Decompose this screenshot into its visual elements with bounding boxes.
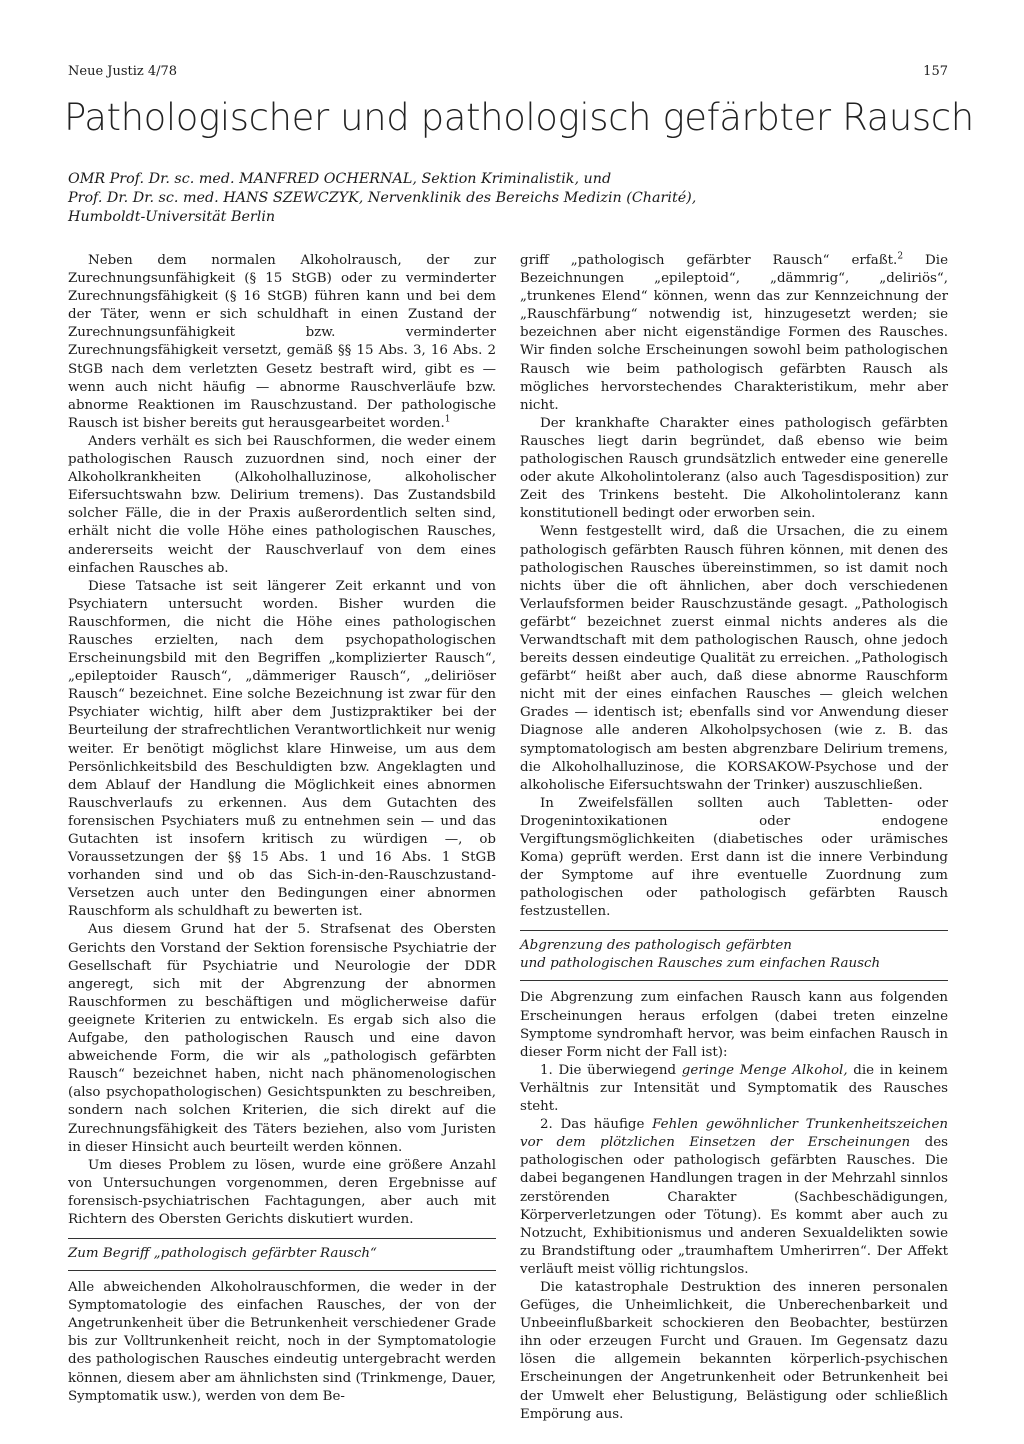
page-header bbox=[68, 64, 948, 84]
paragraph bbox=[68, 252, 496, 433]
section-heading-line: und pathologischen Rausches zum einfachen Rausch bbox=[520, 956, 881, 972]
paragraph: Diese Tatsache ist seit längerer Zeit erkannt und von Psychiatern untersucht worden. Bisher wurden die Rauschformen, die nicht die Höhe eines pathologischen Rausches erzielten, nach dem psychopathologischen Erscheinungsbild mit den Begriffen „komplizierter Rausch“, „epileptoider Rausch“, „dämmeriger Rausch“, „deliriöser Rausch“ bezeichnet. Eine solche Bezeichnung ist zwar für den Psychiater wichtig, hilft aber dem Justizpraktiker bei der Beurteilung der strafrechtlichen Verantwortlichkeit nur wenig weiter. Er benötigt möglichst klare Hinweise, um aus dem Persönlichkeitsbild des Beschuldigten bzw. Angeklagten und dem Ablauf der Handlung die Möglichkeit eines abnormen Rauschverlaufs zu erkennen. Aus dem Gutachten des forensischen Psychiaters muß zu entnehmen sein — und das Gutachten ist insofern kritisch zu würdigen —, ob Voraussetzungen der §§ 15 Abs. 1 und 16 Abs. 1 StGB vorhanden sind und ob das Sich-in-den-Rauschzustand-Versetzen auch unter den Bedingungen einer abnormen Rauschform als schuldhaft zu bewerten ist. bbox=[68, 578, 496, 920]
paragraph: Wenn festgestellt wird, daß die Ursachen, die zu einem pathologisch gefärbten Rausch führen können, mit denen des pathologischen Rausches übereinstimmen, so ist damit noch nichts über die oft ähnlichen, aber doch verschiedenen Verlaufsformen beider Rauschzustände gesagt. „Pathologisch gefärbt“ bezeichnet zuerst einmal nichts anderes als die Verwandtschaft mit dem pathologischen Rausch, ohne jedoch bereits dessen eindeutige Qualität zu erreichen. „Pathologisch gefärbt“ heißt aber auch, daß diese abnorme Rauschform nicht mit der eines einfachen Rausches — gleich welchen Grades — identisch ist; ebenfalls sind vor Anwendung dieser Diagnose alle anderen Alkoholpsychosen (wie z. B. das symptomatologisch am besten abgrenzbare Delirium tremens, die Alkoholhalluzinose, die KORSAKOW-Psychose und der alkoholische Eifersuchtswahn der Trinker) auszuschließen. bbox=[520, 524, 948, 793]
paragraph: Anders verhält es sich bei Rauschformen, die weder einem pathologischen Rausch zuzuordnen sind, noch einer der Alkoholkrankheiten (Alkoholhalluzinose, alkoholischer Eifersuchtswahn bzw. Delirium tremens). Das Zustandsbild solcher Fälle, die in der Praxis außerordentlich selten sind, erhält nicht die volle Höhe eines pathologischen Rausches, andererseits weicht der Rauschverlauf von dem eines einfachen Rausches ab. bbox=[68, 433, 496, 576]
paragraph: Aus diesem Grund hat der 5. Strafsenat des Obersten Gerichts den Vorstand der Sektion forensische Psychiatrie der Gesellschaft für Psychiatrie und Neurologie der DDR angeregt, sich mit der Abgrenzung der abnormen Rauschformen zu beschäftigen und möglicherweise dafür geeignete Kriterien zu entwickeln. Es ergab sich also die Aufgabe, den pathologischen Rausch und eine davon abweichende Form, die wir als „pathologisch gefärbten Rausch“ bezeichnet haben, nicht nach phänomenologischen (also psychopathologischen) Gesichtspunkten zu beschreiben, sondern nach solchen Kriterien, die sich direkt auf die Zurechnungsfähigkeit des Täters beziehen, also vom Juristen in dieser Hinsicht auch beurteilt werden können. bbox=[68, 922, 496, 1155]
page-number: 157 bbox=[923, 64, 948, 79]
paragraph bbox=[520, 252, 948, 415]
list-item bbox=[520, 1062, 948, 1116]
paragraph: Um dieses Problem zu lösen, wurde eine größere Anzahl von Untersuchungen vorgenommen, deren Ergebnisse auf forensisch-psychiatrischen Fachtagungen, aber auch mit Richtern des Obersten Gerichts diskutiert wurden. bbox=[68, 1157, 496, 1227]
left-column bbox=[68, 252, 496, 1406]
paragraph: In Zweifelsfällen sollten auch Tabletten- oder Drogenintoxikationen oder endogene Vergiftungsmöglichkeiten (diabetisches oder urämisches Koma) geprüft werden. Erst dann ist die innere Verbindung der Symptome auf ihre eventuelle Zuordnung zum pathologischen oder pathologisch gefärbten Rausch festzustellen. bbox=[520, 795, 948, 920]
list-item-text: des pathologischen oder pathologisch gefärbten Rausches. Die dabei begangenen Handlungen tragen in der Mehrzahl sinnlos zerstörenden Charakter (Sachbeschädigungen, Körperverletzungen oder Tötung). Es kommt aber auch zu Notzucht, Exhibitionismus und anderen Sexualdelikten sowie zu Brandstiftung oder „traumhaftem Umherirren“. Der Affekt verläuft meist völlig richtungslos. bbox=[520, 1135, 949, 1277]
list-item-text: 1. Die überwiegend bbox=[540, 1062, 682, 1078]
author-block bbox=[68, 170, 948, 227]
footnote-ref: 1 bbox=[444, 414, 451, 425]
paragraph: Der krankhafte Charakter eines pathologisch gefärbten Rausches liegt darin begründet, daß ebenso wie beim pathologischen Rausch grundsätzlich entweder eine generelle oder akute Alkoholintoleranz (also auch Tagesdisposition) zur Zeit des Trinkens besteht. Die Alkoholintoleranz kann konstitutionell bedingt oder erworben sein. bbox=[520, 415, 948, 522]
list-item bbox=[520, 1116, 948, 1279]
right-column bbox=[520, 252, 948, 1424]
section-heading-text: Zum Begriff „pathologisch gefärbter Rausch“ bbox=[68, 1246, 377, 1262]
author-line: OMR Prof. Dr. sc. med. MANFRED OCHERNAL, Sektion Kriminalistik, und bbox=[68, 171, 612, 187]
section-heading bbox=[68, 1238, 496, 1271]
list-item-text: die in keinem Verhältnis zur Intensität und Symptomatik des Rausches steht. bbox=[520, 1062, 948, 1115]
paragraph-text: griff „pathologisch gefärbter Rausch“ erfaßt. bbox=[520, 253, 898, 268]
paragraph: Alle abweichenden Alkoholrauschformen, die weder in der Symptomatologie des einfachen Rausches, der von der Angetrunkenheit über die Betrunkenheit verschiedener Grade bis zur Volltrunkenheit reicht, noch in der Symptomatologie des pathologischen Rausches eindeutig untergebracht werden können, diesem aber am ähnlichsten sind (Trinkmenge, Dauer, Symptomatik usw.), werden von dem Be- bbox=[68, 1280, 496, 1404]
section-heading-line: Abgrenzung des pathologisch gefärbten bbox=[520, 938, 792, 954]
paragraph-text: Neben dem normalen Alkoholrausch, der zur Zurechnungsunfähigkeit (§ 15 StGB) oder zu verminderter Zurechnungsfähigkeit (§ 16 StGB) führen kann und bei dem der Täter, wenn er sich schuldhaft in einen Zustand der Zurechnungsunfähigkeit bzw. verminderter Zurechnungsfähigkeit versetzt, gemäß §§ 15 Abs. 3, 16 Abs. 2 StGB nach dem verletzten Gesetz bestraft wird, gibt es — wenn auch nicht häufig — abnorme Rauschverläufe bzw. abnorme Reaktionen im Rauschzustand. Der pathologische Rausch ist bisher bereits gut herausgearbeitet worden. bbox=[68, 253, 496, 431]
journal-issue: Neue Justiz 4/78 bbox=[68, 64, 178, 79]
author-line: Humboldt-Universität Berlin bbox=[68, 209, 276, 225]
paragraph-text: Die Bezeichnungen „epileptoid“, „dämmrig“, „deliriös“, „trunkenes Elend“ können, wenn das zur Kennzeichnung der „Rauschfärbung“ notwendig ist, hinzugesetzt werden; sie bezeichnen aber nicht eigenständige Formen des Rausches. Wir finden solche Erscheinungen sowohl beim pathologischen Rausch wie beim pathologisch gefärbten Rausch als mögliches hervorstechendes Charakteristikum, mehr aber nicht. bbox=[520, 253, 949, 413]
article-title: Pathologischer und pathologisch gefärbter Rausch bbox=[64, 96, 974, 139]
list-item-text: 2. Das häufige bbox=[540, 1117, 653, 1133]
emphasis: Fehlen gewöhnlicher Trunkenheitszeichen vor dem plötzlichen Einsetzen der Erscheinungen bbox=[520, 1117, 949, 1151]
paragraph: Die Abgrenzung zum einfachen Rausch kann aus folgenden Erscheinungen heraus erfolgen (dabei treten einzelne Symptome syndromhaft hervor, was beim einfachen Rausch in dieser Form nicht der Fall ist): bbox=[520, 990, 948, 1060]
emphasis: geringe Menge Alkohol, bbox=[681, 1062, 848, 1078]
footnote-ref: 2 bbox=[897, 251, 904, 262]
author-line: Prof. Dr. Dr. sc. med. HANS SZEWCZYK, Nervenklinik des Bereichs Medizin (Charité), bbox=[68, 190, 697, 206]
section-heading bbox=[520, 930, 948, 981]
paragraph: Die katastrophale Destruktion des inneren personalen Gefüges, die Unheimlichkeit, die Unberechenbarkeit und Unbeeinflußbarkeit schockieren den Beobachter, bestürzen ihn oder erzeugen Furcht und Grauen. Im Gegensatz dazu lösen die allgemein bekannten körperlich-psychischen Erscheinungen der Angetrunkenheit oder Betrunkenheit bei der Umwelt eher Belustigung, Belästigung oder schließlich Empörung aus. bbox=[520, 1279, 948, 1422]
